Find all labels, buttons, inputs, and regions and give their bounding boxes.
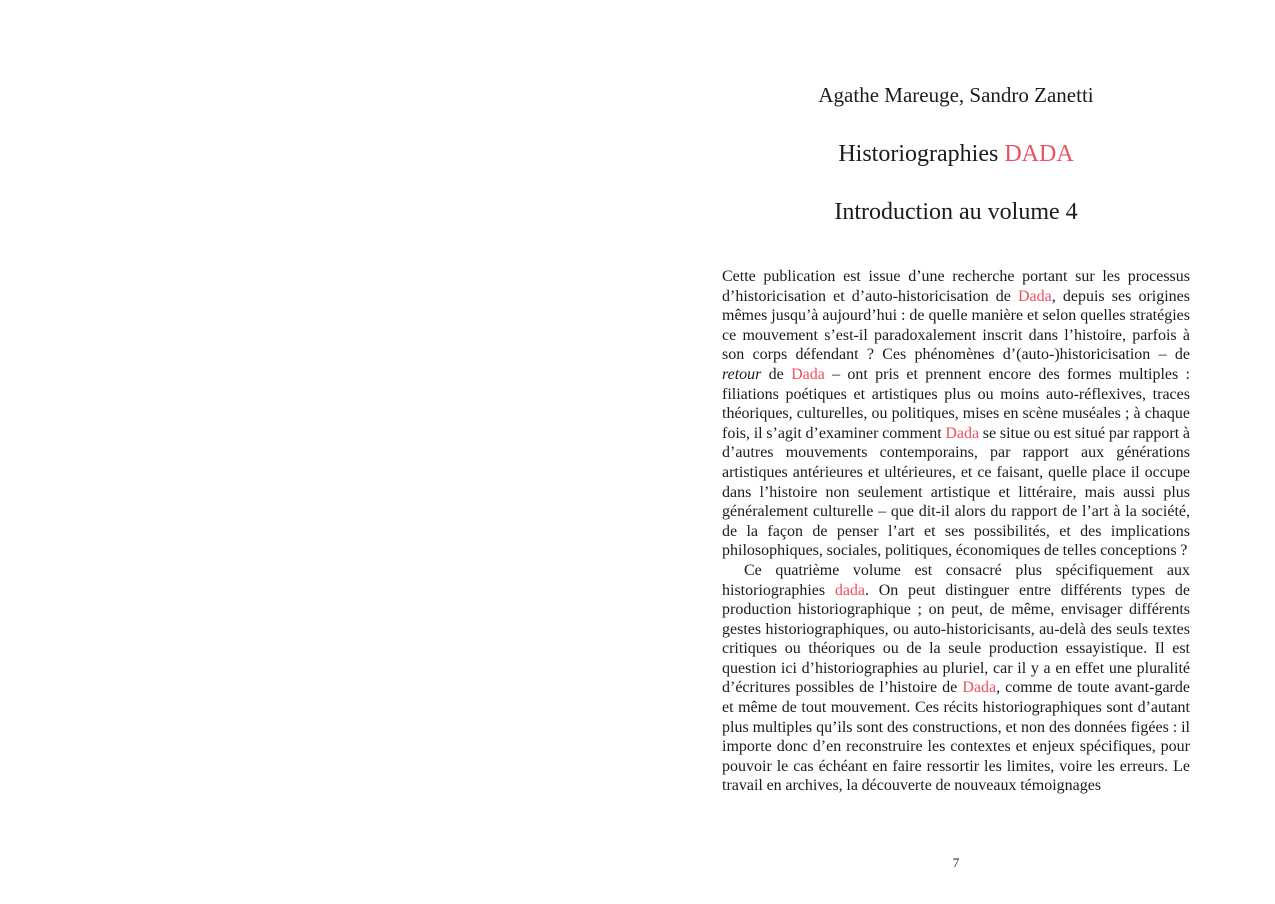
dada-accent-text: DADA bbox=[1004, 141, 1074, 167]
page-subtitle: Introduction au volume 4 bbox=[834, 199, 1078, 225]
blank-left-page bbox=[0, 0, 637, 904]
dada-accent-text: dada bbox=[834, 581, 866, 599]
page-number: 7 bbox=[952, 855, 960, 870]
text-segment: se situe ou est situé par rapport à d’autres mouvements contemporains, par rapport aux générations artistiques antérieures et ultérieures, et ce faisant, quelle place il occupe dans l’histoire non seulement artistique et littéraire, mais aussi plus généralement culturelle – que dit-il alors du rapport de l’art à la société, de la façon de penser l’art et ses possibilités, et des implications philosophiques, sociales, politiques, économiques de telles conceptions ? bbox=[722, 424, 1190, 560]
document-page bbox=[637, 0, 1275, 904]
body-text bbox=[722, 267, 1190, 796]
dada-accent-text: Dada bbox=[945, 424, 980, 442]
text-segment: Cette publication est issue d’une recherche portant sur les processus d’historicisation et d’auto-historicisation de bbox=[722, 268, 1190, 305]
paragraph-2 bbox=[722, 561, 1190, 796]
page-title bbox=[722, 141, 1190, 168]
dada-accent-text: Dada bbox=[1017, 287, 1052, 305]
text-column bbox=[722, 0, 1190, 796]
paragraph-1 bbox=[722, 267, 1190, 561]
dada-accent-text: Dada bbox=[962, 679, 997, 697]
text-segment: Ce quatrième volume est consacré plus spécifiquement aux historiographies bbox=[722, 561, 1190, 599]
text-segment: . On peut distinguer entre différents types de production historiographique ; on peut, de même, envisager différents gestes historiographiques, ou auto-historicisants, au-delà des seuls textes critiques ou théoriques ou de la seule production essayistique. Il est question ici d’historiographies au pluriel, car il y a en effet une pluralité d’écritures possibles de l’histoire de bbox=[722, 581, 1190, 697]
text-segment: , depuis ses origines mêmes jusqu’à aujourd’hui : de quelle manière et selon quelles stratégies ce mouvement s’est-il paradoxalement inscrit dans l’histoire, parfois à son corps défendant ? Ces phénomènes d’(auto-)historicisation – de bbox=[722, 287, 1190, 364]
text-segment: Historiographies bbox=[838, 141, 1005, 167]
dada-accent-text: Dada bbox=[791, 365, 825, 383]
text-segment: , comme de toute avant-garde et même de tout mouvement. Ces récits historiographiques sont d’autant plus multiples qu’ils sont des constructions, et non des données figées : il importe donc d’en reconstruire les contextes et enjeux spécifiques, pour pouvoir le cas échéant en faire ressortir les limites, voire les erreurs. Le travail en archives, la découverte de nouveaux témoignages bbox=[722, 679, 1190, 795]
authors-line: Agathe Mareuge, Sandro Zanetti bbox=[818, 83, 1094, 107]
text-segment: de bbox=[761, 365, 792, 383]
emphasis-text: retour bbox=[722, 365, 762, 383]
text-segment: – ont pris et prennent encore des formes multiples : filiations poétiques et artistiques plus ou moins auto-réflexives, traces théoriques, culturelles, ou politiques, mises en scène muséales ; à chaque fois, il s’agit d’examiner comment bbox=[722, 365, 1190, 442]
